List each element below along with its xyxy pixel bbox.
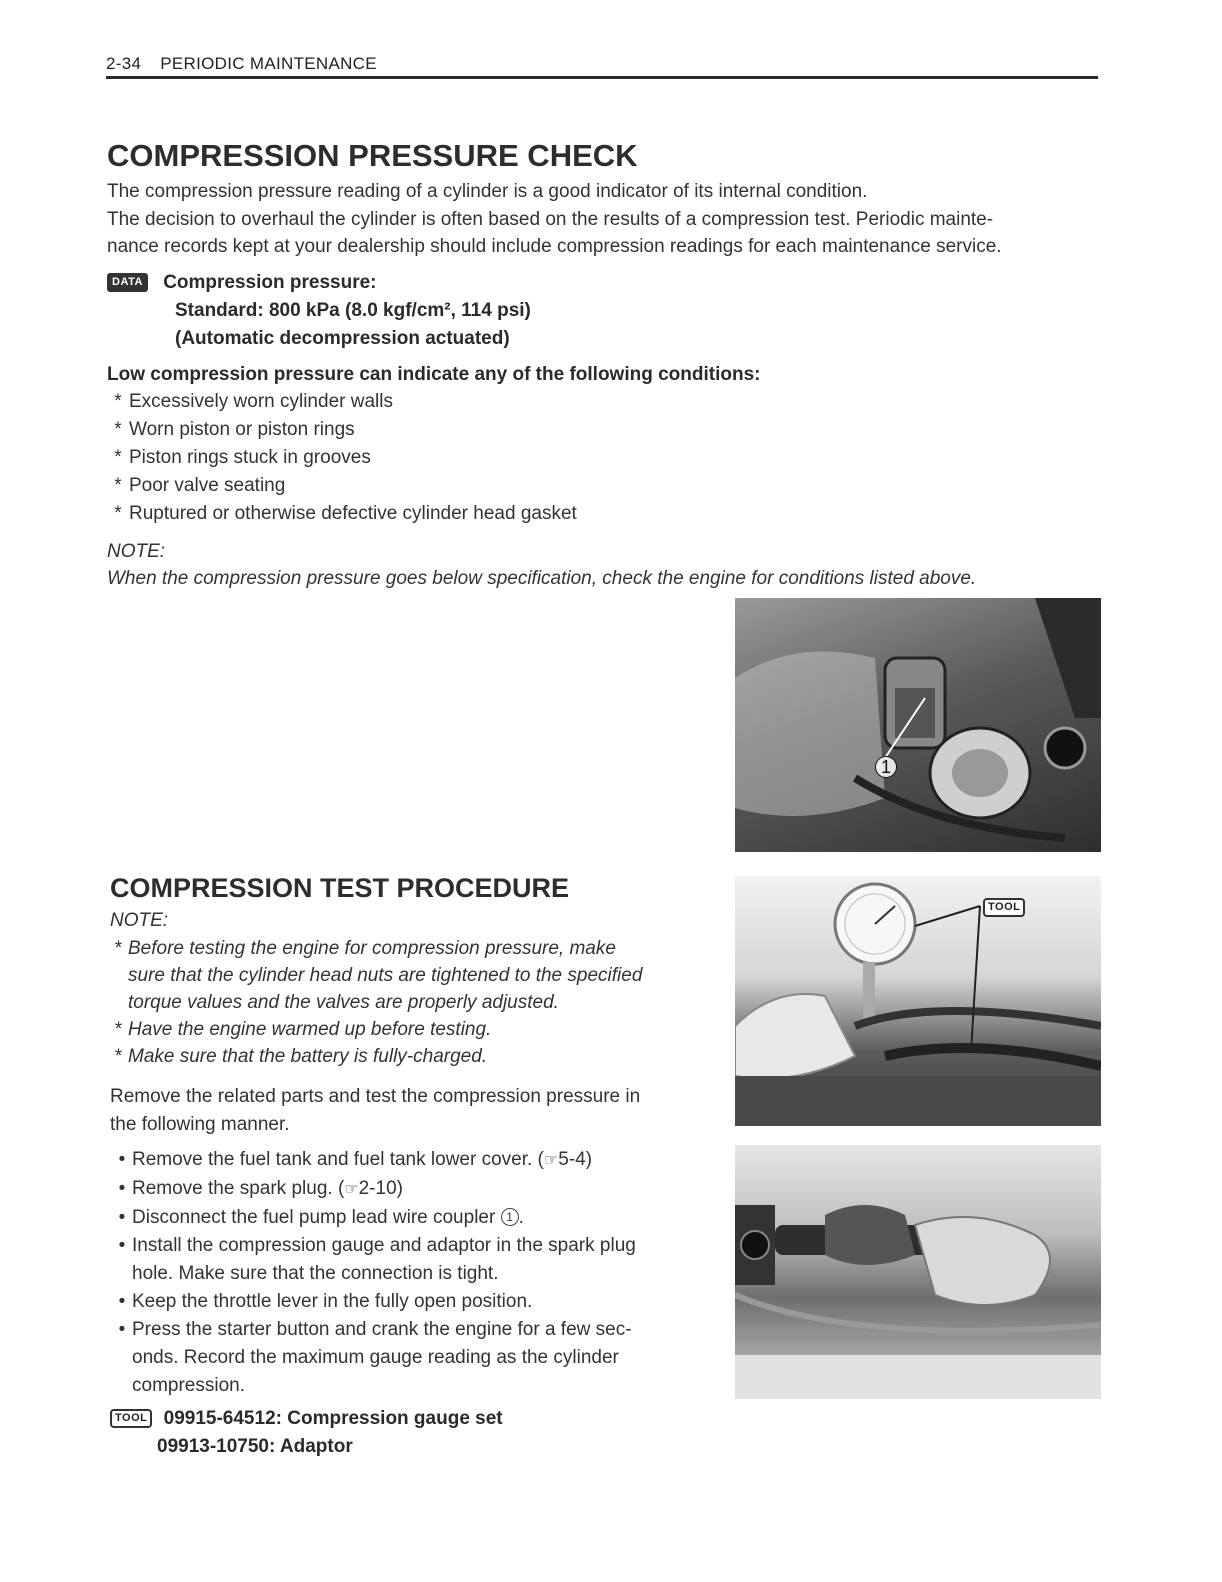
intro-paragraph-1: The compression pressure reading of a cylinder is a good indicator of its internal condition. [107, 181, 868, 202]
note-line: * Have the engine warmed up before testing. [114, 1019, 492, 1040]
note-line: torque values and the valves are properly adjusted. [128, 992, 559, 1013]
list-item: • Keep the throttle lever in the fully open position. [118, 1291, 533, 1312]
gauge-illustration [735, 876, 1101, 1126]
engine-illustration [735, 598, 1101, 852]
list-item: • Install the compression gauge and adaptor in the spark plug [118, 1235, 636, 1256]
test-procedure-title: COMPRESSION TEST PROCEDURE [110, 873, 570, 903]
remove-parts-line-1: Remove the related parts and test the compression pressure in [110, 1086, 641, 1107]
throttle-illustration [735, 1145, 1101, 1399]
list-item: compression. [132, 1375, 245, 1396]
tool-2: 09913-10750: Adaptor [157, 1436, 353, 1457]
procedure-note-label: NOTE: [110, 910, 169, 931]
list-item: • Disconnect the fuel pump lead wire coupler 1 . [118, 1207, 524, 1228]
spec-label: Compression pressure: [163, 272, 377, 293]
list-item: • Remove the spark plug. (☞2-10) [118, 1178, 403, 1199]
reference-icon: ☞ [344, 1181, 359, 1198]
spec-note: (Automatic decompression actuated) [175, 328, 510, 349]
list-item: * Ruptured or otherwise defective cylinder head gasket [114, 503, 577, 524]
list-item: • Remove the fuel tank and fuel tank lower cover. (☞5-4) [118, 1149, 593, 1170]
throttle-photo [735, 1145, 1101, 1399]
note-line: * Before testing the engine for compression pressure, make [114, 938, 616, 959]
conditions-list [107, 388, 577, 528]
engine-coupler-photo [735, 598, 1101, 852]
callout-1: 1 [875, 756, 897, 778]
list-item: * Poor valve seating [114, 475, 286, 496]
list-item: * Worn piston or piston rings [114, 419, 355, 440]
header-rule [106, 76, 1098, 79]
note-label: NOTE: [107, 541, 166, 562]
coupler-callout: 1 [501, 1208, 519, 1226]
tool-icon: TOOL [983, 898, 1025, 917]
spec-block [107, 269, 377, 297]
note-line: sure that the cylinder head nuts are tightened to the specified [128, 965, 643, 986]
compression-gauge-photo [735, 876, 1101, 1126]
spec-standard: Standard: 800 kPa (8.0 kgf/cm², 114 psi) [175, 300, 531, 321]
data-icon: DATA [107, 273, 148, 292]
compression-check-title: COMPRESSION PRESSURE CHECK [107, 138, 638, 173]
page-header [106, 54, 1098, 74]
remove-parts-line-2: the following manner. [110, 1114, 290, 1135]
list-item: * Excessively worn cylinder walls [114, 391, 393, 412]
tool-1: 09915-64512: Compression gauge set [163, 1408, 503, 1429]
procedure-notes [114, 935, 714, 1070]
list-item: hole. Make sure that the connection is tight. [132, 1263, 499, 1284]
page-number: 2-34 [106, 54, 142, 73]
tool-block [110, 1405, 503, 1433]
procedure-steps [112, 1146, 712, 1400]
intro-paragraph-2-line-2: nance records kept at your dealership should include compression readings for each maintenance service. [107, 236, 1002, 257]
section-name: PERIODIC MAINTENANCE [160, 54, 377, 73]
note-text: When the compression pressure goes below specification, check the engine for conditions listed above. [107, 568, 977, 589]
list-item: * Piston rings stuck in grooves [114, 447, 371, 468]
note-line: * Make sure that the battery is fully-charged. [114, 1046, 488, 1067]
reference-icon: ☞ [543, 1152, 559, 1169]
tool-icon: TOOL [110, 1409, 152, 1428]
list-item: • Press the starter button and crank the engine for a few sec- [118, 1319, 632, 1340]
low-compression-heading: Low compression pressure can indicate any of the following conditions: [107, 364, 761, 385]
list-item: onds. Record the maximum gauge reading as the cylinder [132, 1347, 619, 1368]
intro-paragraph-2-line-1: The decision to overhaul the cylinder is often based on the results of a compression test. Periodic mainte- [107, 209, 994, 230]
